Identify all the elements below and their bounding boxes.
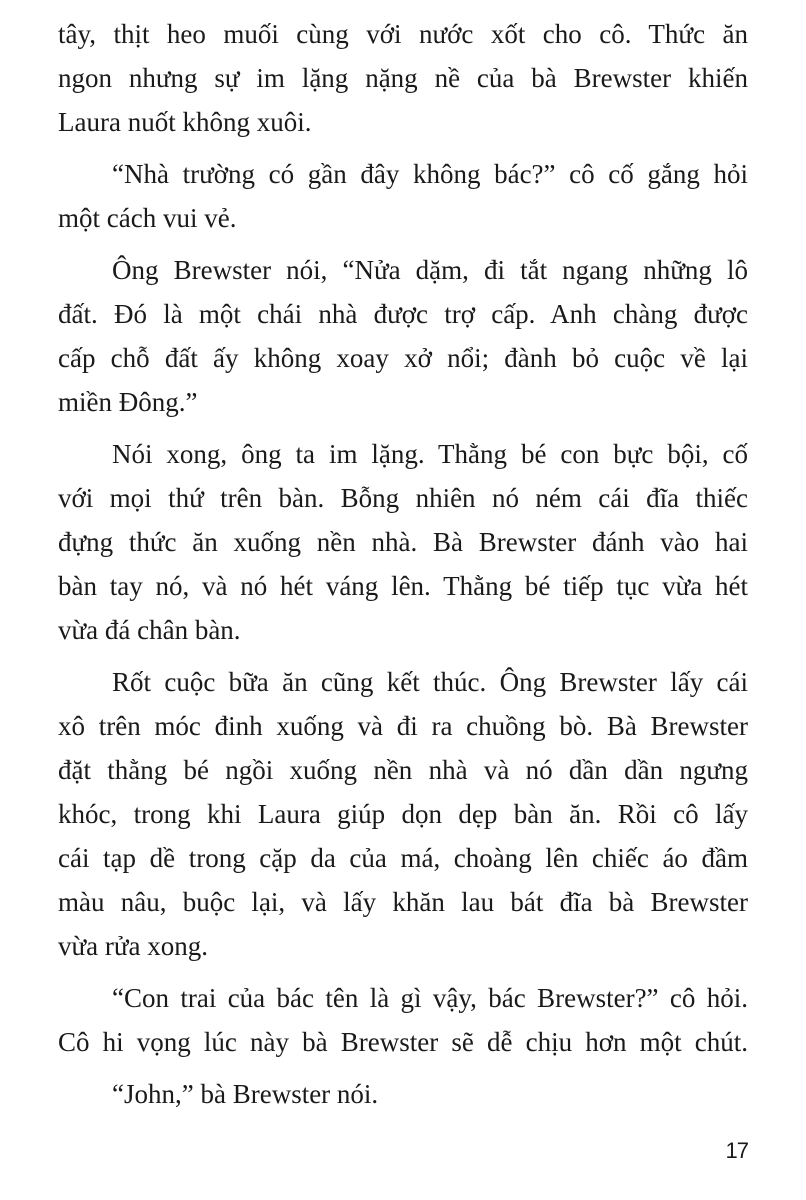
- paragraph: [58, 660, 748, 968]
- text-line: Laura nuốt không xuôi.: [58, 107, 312, 137]
- paragraph: [58, 12, 748, 144]
- text-line: với mọi thứ trên bàn. Bỗng nhiên nó ném cái đĩa thiếc: [58, 483, 748, 513]
- text-line: “Con trai của bác tên là gì vậy, bác Brewster?” cô hỏi.: [112, 983, 748, 1013]
- text-line: Nói xong, ông ta im lặng. Thằng bé con bực bội, cố: [112, 439, 748, 469]
- text-line: miền Đông.”: [58, 387, 198, 417]
- text-line: “John,” bà Brewster nói.: [112, 1079, 379, 1109]
- text-line: xô trên móc đinh xuống và đi ra chuồng bò. Bà Brewster: [58, 711, 748, 741]
- text-line: một cách vui vẻ.: [58, 203, 237, 233]
- text-line: đất. Đó là một chái nhà được trợ cấp. Anh chàng được: [58, 299, 748, 329]
- text-line: cấp chỗ đất ấy không xoay xở nổi; đành bỏ cuộc về lại: [58, 343, 748, 373]
- page-number: 17: [725, 1138, 748, 1163]
- text-line: tây, thịt heo muối cùng với nước xốt cho cô. Thức ăn: [58, 19, 748, 49]
- text-line: màu nâu, buộc lại, và lấy khăn lau bát đĩa bà Brewster: [58, 887, 748, 917]
- body-text: [58, 12, 748, 1124]
- paragraph: [58, 152, 748, 240]
- paragraph: [58, 1072, 748, 1116]
- text-line: đựng thức ăn xuống nền nhà. Bà Brewster đánh vào hai: [58, 527, 748, 557]
- paragraph: [58, 432, 748, 652]
- text-line: đặt thằng bé ngồi xuống nền nhà và nó dần dần ngưng: [58, 755, 748, 785]
- text-line: cái tạp dề trong cặp da của má, choàng lên chiếc áo đầm: [58, 843, 748, 873]
- text-line: khóc, trong khi Laura giúp dọn dẹp bàn ăn. Rồi cô lấy: [58, 799, 748, 829]
- text-line: ngon nhưng sự im lặng nặng nề của bà Brewster khiến: [58, 63, 748, 93]
- paragraph: [58, 976, 748, 1064]
- text-line: Cô hi vọng lúc này bà Brewster sẽ dễ chịu hơn một chút.: [58, 1027, 748, 1057]
- text-line: vừa rửa xong.: [58, 931, 208, 961]
- text-line: “Nhà trường có gần đây không bác?” cô cố gắng hỏi: [112, 159, 748, 189]
- text-line: bàn tay nó, và nó hét váng lên. Thằng bé tiếp tục vừa hét: [58, 571, 748, 601]
- text-line: Rốt cuộc bữa ăn cũng kết thúc. Ông Brewster lấy cái: [112, 667, 748, 697]
- paragraph: [58, 248, 748, 424]
- text-line: vừa đá chân bàn.: [58, 615, 241, 645]
- text-line: Ông Brewster nói, “Nửa dặm, đi tắt ngang những lô: [112, 255, 748, 285]
